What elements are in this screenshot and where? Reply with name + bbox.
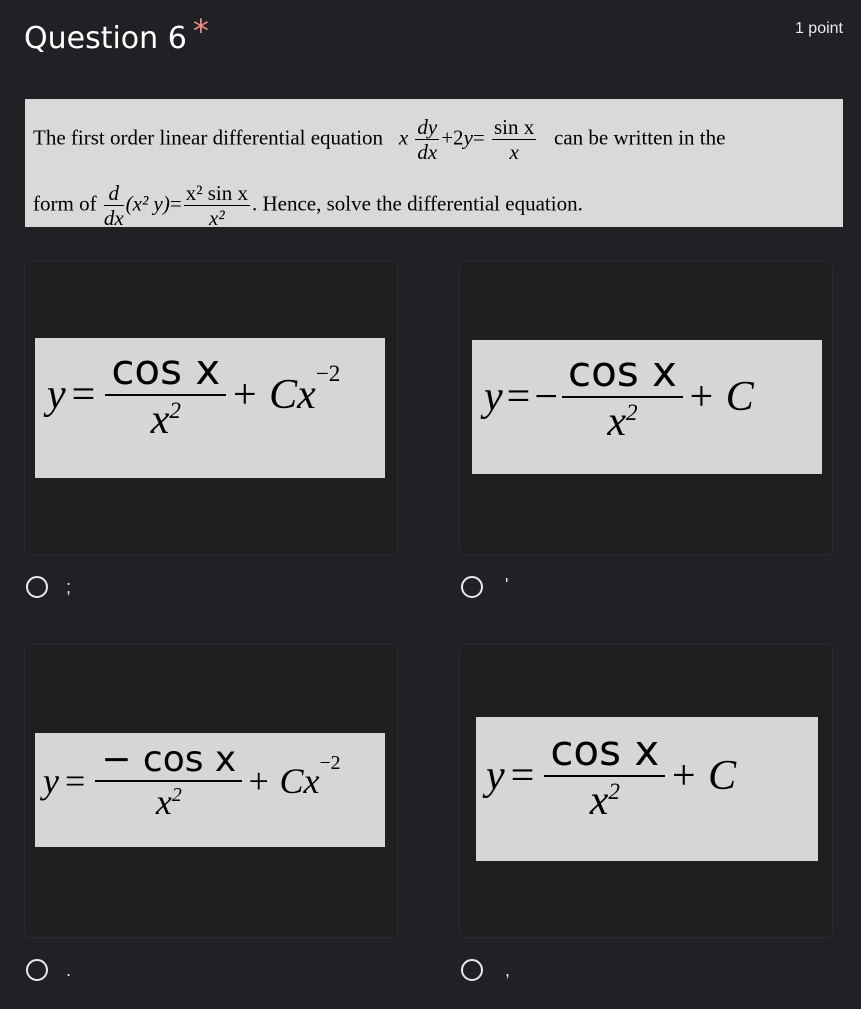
- math-fraction: $\frac{\text{sin x}}{x}$: [493, 115, 535, 164]
- option-radio[interactable]: [461, 959, 483, 981]
- question-points: 1 point: [794, 20, 843, 37]
- option-card[interactable]: [459, 261, 833, 555]
- option-radio[interactable]: [26, 959, 48, 981]
- option-radio[interactable]: [26, 576, 48, 598]
- option-image: y = cos x $x^2$ + Cx $^{-2}$: [35, 338, 385, 478]
- option-image: y = cos x $x^2$ + C: [476, 717, 818, 861]
- option-radio[interactable]: [461, 576, 483, 598]
- option-label: ;: [66, 577, 72, 597]
- option-card[interactable]: [459, 644, 833, 938]
- option-card[interactable]: [24, 261, 398, 555]
- option-label: .: [66, 960, 72, 980]
- question-header: [24, 14, 843, 54]
- question-image: The first order linear differential equation x $\frac{dy}{dx}$ +2y= $\frac{\text{sin x}}{x}$ can be written in the form of $\frac{d}{dx}$ (x² y)= $\frac{\text{x² sin x}}{\text{x²}}$ . Hence, solve the differential equation.: [25, 99, 843, 227]
- math-var: x: [398, 125, 409, 150]
- option-card[interactable]: [24, 644, 398, 938]
- math-fraction: $\frac{d}{dx}$: [103, 181, 124, 230]
- required-asterisk: *: [192, 12, 209, 50]
- math-fraction: $\frac{\text{x² sin x}}{\text{x²}}$: [185, 181, 248, 230]
- question-title: Question 6 *: [24, 12, 209, 56]
- option-label: ,: [505, 960, 511, 980]
- question-text-part: . Hence, solve the differential equation.: [252, 191, 583, 216]
- question-text-part: The first order linear differential equation: [33, 125, 384, 150]
- option-image: y = − $\frac{\text{cos x}}{x^2}$ + C: [472, 340, 822, 474]
- question-text-part: form of: [33, 191, 97, 216]
- math-fraction: $\frac{dy}{dx}$: [417, 115, 438, 164]
- option-image: y = − cos x $x^2$ + Cx $^{-2}$: [35, 733, 385, 847]
- question-text-part: can be written in the: [554, 125, 726, 150]
- option-label: ': [505, 575, 509, 595]
